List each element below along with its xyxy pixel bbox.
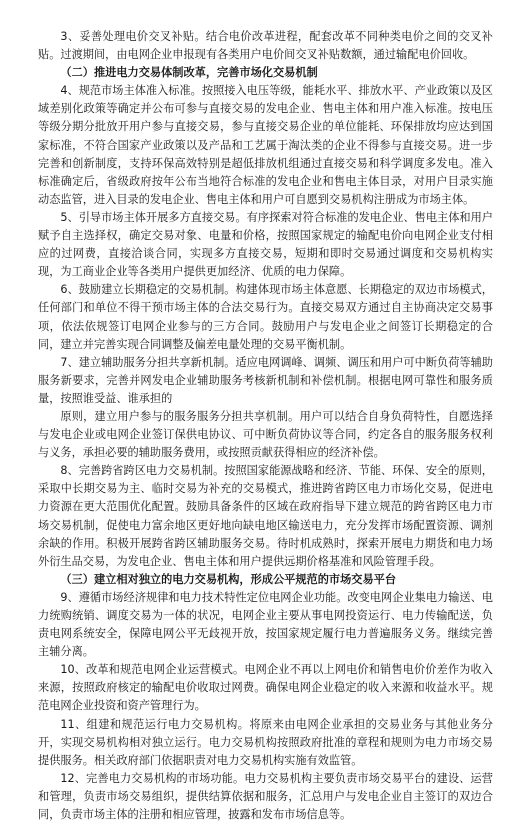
section-heading-2: （二）推进电力交易体制改革，完善市场化交易机制 bbox=[60, 66, 318, 80]
paragraph-5-direct-trading: 5、引导市场主体开展多方直接交易。有序探索对符合标准的发电企业、售电主体和用户赋予自主选择权，确定交易对象、电量和价格，按照国家规定的输配电价向电网企业支付相应的过网费，直接洽谈合同，实现多方直接交易，短期和即时交易通过调度和交易机构实现，为工商业企业等各类用户提供更加经济、优质的电力保障。 bbox=[38, 210, 493, 279]
paragraph-10-grid-operation: 10、改革和规范电网企业运营模式。电网企业不再以上网电价和销售电价价差作为收入来源，按照政府核定的输配电价收取过网费。确保电网企业稳定的收入来源和收益水平。规范电网企业投资和资产管理行为。 bbox=[38, 663, 493, 713]
paragraph-4-market-entry: 4、规范市场主体准入标准。按照接入电压等级，能耗水平、排放水平、产业政策以及区域差别化政策等确定并公布可参与直接交易的发电企业、售电主体和用户准入标准。按电压等级分期分批放开用户参与直接交易，参与直接交易企业的单位能耗、环保排放均应达到国家标准，不符合国家产业政策以及产品和工艺属于淘汰类的企业不得参与直接交易。进一步完善和创新制度，支持环保高效特别是超低排放机组通过直接交易和科学调度多发电。准入标准确定后，省级政府按年公布当地符合标准的发电企业和售电主体目录，对用户目录实施动态监管，进入目录的发电企业、售电主体和用户可自愿到交易机构注册成为市场主体。 bbox=[38, 84, 493, 206]
paragraph-12-market-function: 12、完善电力交易机构的市场功能。电力交易机构主要负责市场交易平台的建设、运营和管理，负责市场交易组织，提供结算依据和服务，汇总用户与发电企业自主签订的双边合同，负责市场主体的注册和相应管理，披露和发布市场信息等。 bbox=[38, 771, 493, 822]
paragraph-8-cross-region: 8、完善跨省跨区电力交易机制。按照国家能源战略和经济、节能、环保、安全的原则，采取中长期交易为主、临时交易为补充的交易模式，推进跨省跨区电力市场化交易，促进电力资源在更大范围优化配置。鼓励具备条件的区域在政府指导下建立规范的跨省跨区电力市场交易机制，促使电力富余地区更好地向缺电地区输送电力，充分发挥市场配置资源、调剂余缺的作用。积极开展跨省跨区辅助服务交易。待时机成熟时，探索开展电力期货和电力场外衍生品交易，为发电企业、售电主体和用户提供远期价格基准和风险管理手段。 bbox=[38, 464, 493, 568]
paragraph-9-grid-function: 9、遵循市场经济规律和电力技术特性定位电网企业功能。改变电网企业集电力输送、电力统购统销、调度交易为一体的状况，电网企业主要从事电网投资运行、电力传输配送，负责电网系统安全，保障电网公平无歧视开放，按国家规定履行电力普遍服务义务。继续完善主辅分离。 bbox=[38, 590, 493, 659]
paragraph-7-continued: 原则，建立用户参与的服务服务分担共享机制。用户可以结合自身负荷特性，自愿选择与发电企业或电网企业签订保供电协议、可中断负荷协议等合同，约定各自的服务服务权利与义务，承担必要的辅助服务费用，或按照贡献获得相应的经济补偿。 bbox=[38, 409, 493, 460]
paragraph-3-cross-subsidy: 3、妥善处理电价交叉补贴。结合电价改革进程，配套改革不同种类电价之间的交叉补贴。过渡期间，由电网企业申报现有各类用户电价间交叉补贴数额，通过输配电价回收。 bbox=[38, 30, 493, 62]
document-page bbox=[38, 28, 493, 824]
paragraph-6-long-term-mechanism: 6、鼓励建立长期稳定的交易机制。构建体现市场主体意愿、长期稳定的双边市场模式，任何部门和单位不得干预市场主体的合法交易行为。直接交易双方通过自主协商决定交易事项，依法依规签订电网企业参与的三方合同。鼓励用户与发电企业之间签订长期稳定的合同，建立并完善实现合同调整及偏差电量处理的交易平衡机制。 bbox=[38, 283, 493, 351]
section-heading-3: （三）建立相对独立的电力交易机构，形成公平规范的市场交易平台 bbox=[60, 572, 397, 586]
paragraph-7-ancillary-services: 7、建立辅助服务分担共享新机制。适应电网调峰、调频、调压和用户可中断负荷等辅助服务新要求，完善并网发电企业辅助服务考核新机制和补偿机制。根据电网可靠性和服务质量，按照谁受益、谁承担的 bbox=[38, 355, 493, 405]
paragraph-11-trading-institution: 11、组建和规范运行电力交易机构。将原来由电网企业承担的交易业务与其他业务分开，实现交易机构相对独立运行。电力交易机构按照政府批准的章程和规则为电力市场交易提供服务。相关政府部门依据职责对电力交易机构实施有效监管。 bbox=[38, 717, 493, 767]
